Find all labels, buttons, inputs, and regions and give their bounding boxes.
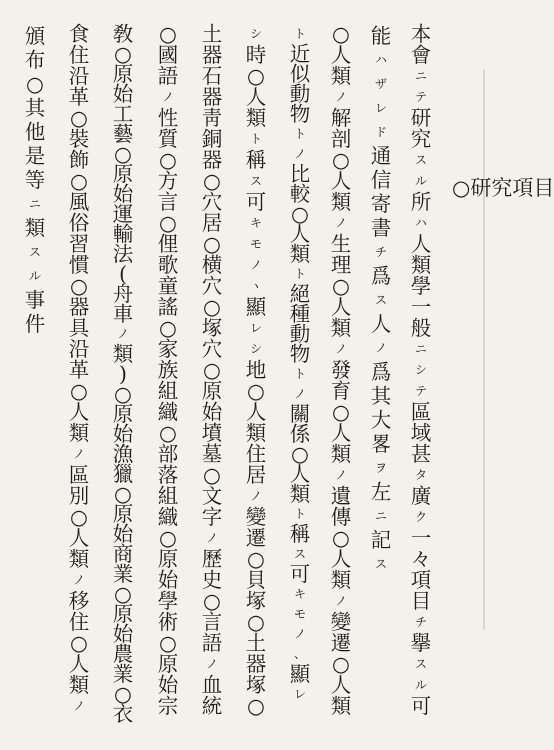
- page-gutter: [483, 70, 485, 630]
- text-column: ト 近 似 動 物 ト ノ 比 較 ○ 人 類 ト 絕 種 動 物 ト ノ 關 係 ○ 人 類 ト 稱 ス 可 キ モ ノ 、 顯 レ: [289, 27, 311, 701]
- text-column: 食 住 沿 革 ○ 裝 飾 ○ 風 俗 習 慣 ○ 器 具 沿 革 ○ 人 類 ノ 區 別 ○ 人 類 ノ 移 住 ○ 人 類 ノ: [68, 22, 90, 713]
- text-column: 頒 布 ○ 其 他 是 等 ニ 類 ス ル 事 件: [24, 24, 46, 336]
- text-column: 敎 ○ 原 始 工 藝 ○ 原 始 運 輸 法 ( 舟 車 ノ 類 ) ○ 原 始 漁 獵 ○ 原 始 商 業 ○ 原 始 農 業 ○ 衣: [112, 22, 134, 726]
- section-heading: ○研究項目: [452, 176, 554, 200]
- text-column: ○ 國 語 ノ 性 質 ○ 方 言 ○ 俚 歌 童 謠 ○ 家 族 組 織 ○ 部 落 組 織 ○ 原 始 學 術 ○ 原 始 宗: [157, 22, 179, 718]
- text-column: 能 ハ ザ レ ド 通 信 寄 書 チ 爲 ス 人 ノ 爲 其 大 畧 ヲ 左 ニ 記 ス: [370, 24, 392, 571]
- text-column: シ 時 ○ 人 類 ト 稱 ス 可 キ モ ノ ヽ 顯 レ シ 地 ○ 人 類 住 居 ノ 變 遷 ○ 貝 塚 ○ 土 器 塚 ○: [245, 27, 267, 718]
- text-column: ○ 人 類 ノ 解 剖 ○ 人 類 ノ 生 理 ○ 人 類 ノ 發 育 ○ 人 類 ノ 遺 傳 ○ 人 類 ノ 變 遷 ○ 人 類: [330, 22, 352, 718]
- text-column: 本 會 ニ テ 研 究 ス ル 所 ハ 人 類 學 一 般 ニ シ テ 區 域 甚 タ 廣 ク 一 々 項 目 チ 擧 ス ル 可: [410, 22, 432, 718]
- text-column: 土 器 石 器 靑 銅 器 ○ 穴 居 ○ 横 穴 ○ 塚 穴 ○ 原 始 墳 墓 ○ 文 字 ノ 歷 史 ○ 言 語 ノ 血 統: [201, 22, 223, 718]
